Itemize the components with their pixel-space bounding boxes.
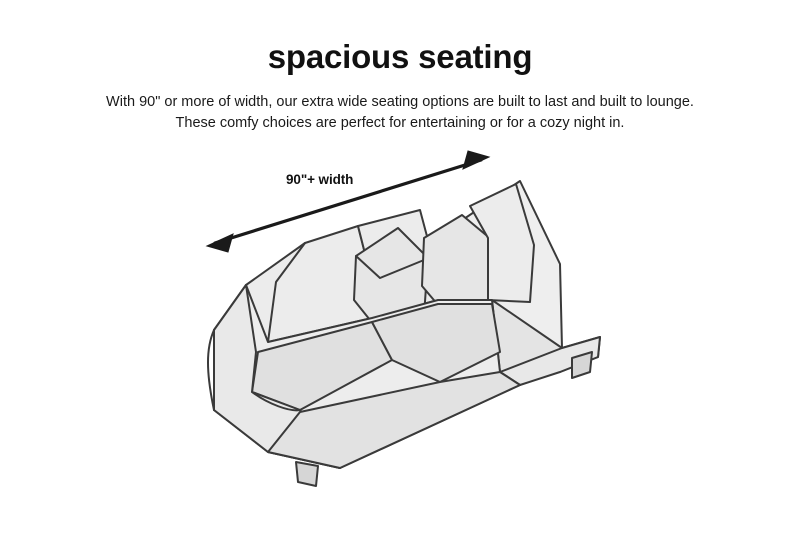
subtitle-line-2: These comfy choices are perfect for entertaining or for a cozy night in. (175, 115, 625, 131)
subtitle-line-1: With 90" or more of width, our extra wide seating options are built to last and built to lounge. (106, 94, 694, 110)
page-title: spacious seating (267, 38, 533, 75)
foot-front (296, 462, 318, 486)
dimension-label: 90"+ width (286, 172, 354, 187)
